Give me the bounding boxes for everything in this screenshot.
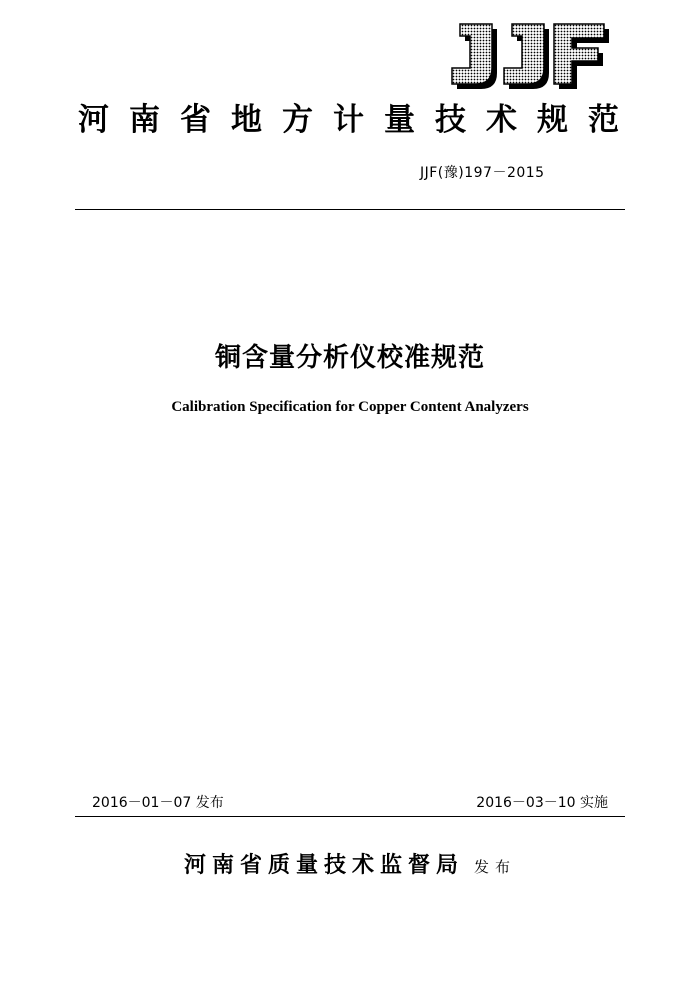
issue-date: 2016－01－07 发布	[92, 795, 224, 811]
jjf-logo-icon	[440, 18, 612, 90]
document-title-chinese: 铜含量分析仪校准规范	[214, 343, 485, 373]
standard-number: JJF(豫)197－2015	[420, 165, 545, 181]
effective-date: 2016－03－10 实施	[476, 795, 608, 811]
publisher-organization: 河南省质量技术监督局	[183, 852, 464, 878]
publisher-action: 发布	[474, 858, 517, 876]
document-title-english: Calibration Specification for Copper Content Analyzers	[171, 399, 529, 415]
jjf-logo	[440, 18, 612, 90]
publisher-line	[0, 848, 700, 879]
bottom-divider	[75, 816, 625, 817]
top-divider	[75, 209, 625, 210]
series-title: 河南省地方计量技术规范	[78, 102, 639, 138]
